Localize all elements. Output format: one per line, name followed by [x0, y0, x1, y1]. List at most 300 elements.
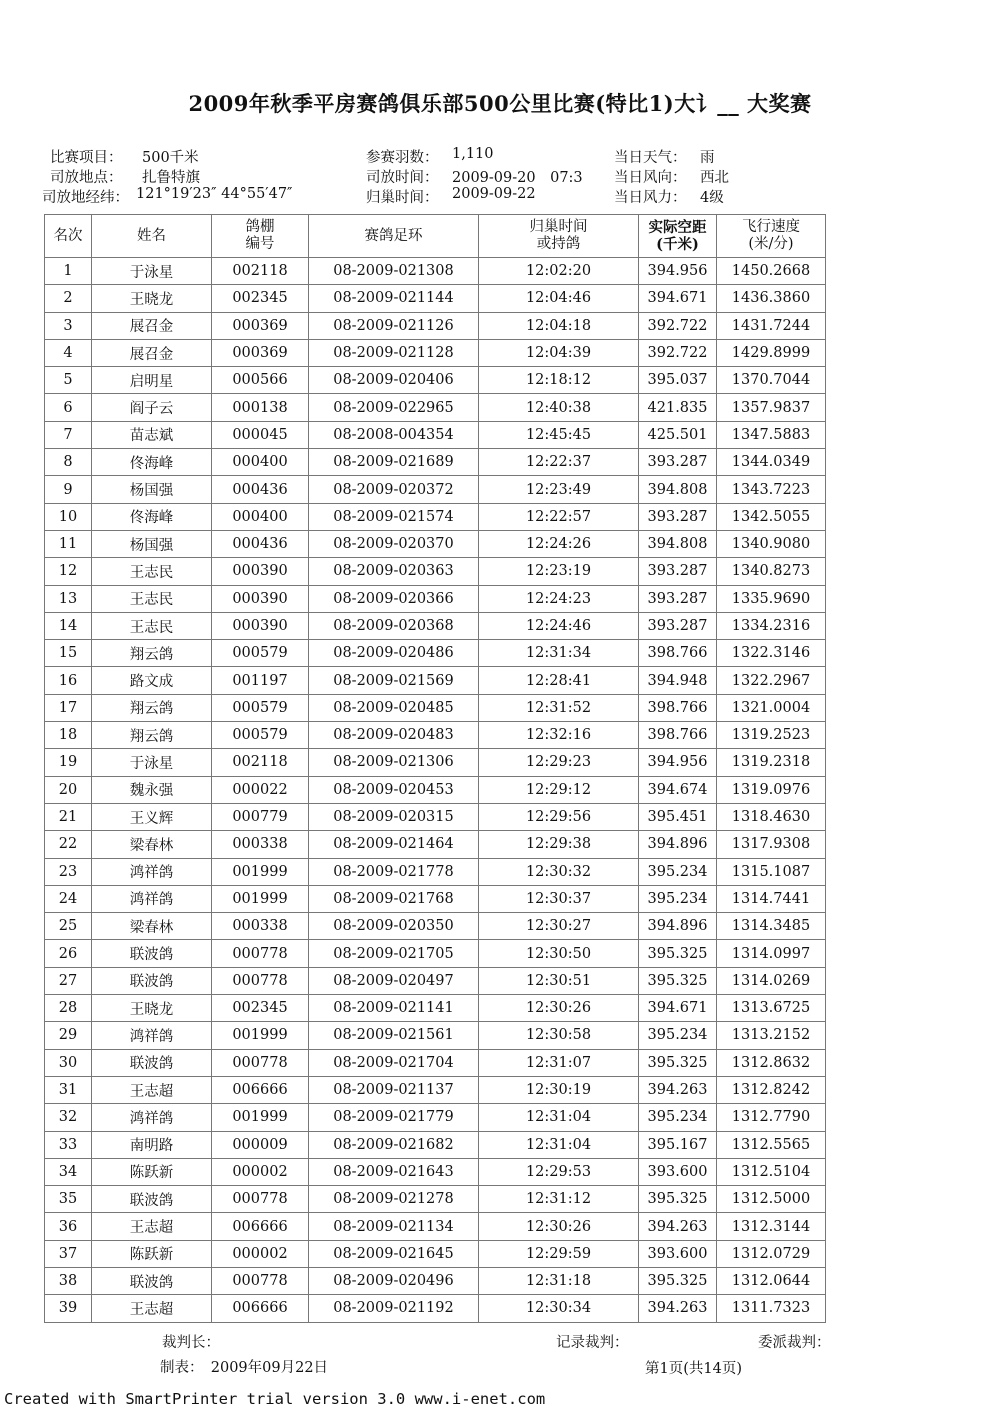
time-cell: 12:02:20: [479, 258, 639, 285]
page-title: 2009年秋季平房赛鸽俱乐部500公里比赛(特比1)大讠__ 大奖赛: [188, 91, 812, 116]
ring-cell: 08-2009-020315: [309, 803, 479, 830]
table-row: [45, 558, 826, 585]
name-cell: 王志超: [92, 1295, 212, 1322]
ring-cell: 08-2009-021141: [309, 995, 479, 1022]
speed-cell: 1312.5565: [717, 1131, 826, 1158]
loft-cell: 000045: [212, 421, 309, 448]
time-cell: 12:29:38: [479, 831, 639, 858]
distance-cell: 392.722: [639, 312, 717, 339]
page-indicator: 第1页(共14页): [645, 1361, 742, 1377]
speed-cell: 1319.2523: [717, 722, 826, 749]
loft-cell: 002118: [212, 258, 309, 285]
loft-cell: 000400: [212, 449, 309, 476]
table-row: [45, 858, 826, 885]
speed-cell: 1436.3860: [717, 285, 826, 312]
name-cell: 陈跃新: [92, 1158, 212, 1185]
ring-cell: 08-2009-020406: [309, 367, 479, 394]
ring-cell: 08-2009-021705: [309, 940, 479, 967]
rank-cell: 29: [45, 1022, 92, 1049]
rank-cell: 15: [45, 640, 92, 667]
rank-cell: 12: [45, 558, 92, 585]
return-label: 归巢时间：: [366, 190, 439, 206]
table-row: [45, 967, 826, 994]
speed-cell: 1312.7790: [717, 1104, 826, 1131]
speed-cell: 1314.0997: [717, 940, 826, 967]
rank-cell: 21: [45, 803, 92, 830]
time-cell: 12:29:56: [479, 803, 639, 830]
distance-cell: 394.263: [639, 1076, 717, 1103]
loft-cell: 000338: [212, 831, 309, 858]
ring-cell: 08-2009-021574: [309, 503, 479, 530]
time-cell: 12:24:23: [479, 585, 639, 612]
loft-cell: 000369: [212, 312, 309, 339]
rank-cell: 31: [45, 1076, 92, 1103]
distance-cell: 395.451: [639, 803, 717, 830]
table-row: [45, 1213, 826, 1240]
name-cell: 王晓龙: [92, 285, 212, 312]
info-row-1: [0, 146, 1000, 168]
speed-cell: 1313.2152: [717, 1022, 826, 1049]
rank-cell: 11: [45, 530, 92, 557]
name-cell: 联波鸽: [92, 967, 212, 994]
loft-cell: 001999: [212, 885, 309, 912]
time-cell: 12:04:46: [479, 285, 639, 312]
ring-cell: 08-2009-020486: [309, 640, 479, 667]
speed-cell: 1340.8273: [717, 558, 826, 585]
time-cell: 12:30:34: [479, 1295, 639, 1322]
loft-cell: 000436: [212, 530, 309, 557]
speed-cell: 1318.4630: [717, 803, 826, 830]
header-distance: 实际空距 (千米): [639, 215, 717, 258]
table-row: [45, 667, 826, 694]
name-cell: 魏永强: [92, 776, 212, 803]
name-cell: 南明路: [92, 1131, 212, 1158]
ring-cell: 08-2009-021704: [309, 1049, 479, 1076]
time-cell: 12:31:07: [479, 1049, 639, 1076]
name-cell: 翔云鸽: [92, 722, 212, 749]
coord-label: 司放地经纬：: [42, 190, 129, 206]
time-cell: 12:40:38: [479, 394, 639, 421]
time-cell: 12:29:59: [479, 1240, 639, 1267]
distance-cell: 394.674: [639, 776, 717, 803]
name-cell: 翔云鸽: [92, 640, 212, 667]
speed-cell: 1312.5104: [717, 1158, 826, 1185]
speed-cell: 1312.3144: [717, 1213, 826, 1240]
wind-force-value: 4级: [700, 190, 724, 206]
table-row: [45, 1158, 826, 1185]
weather-value: 雨: [700, 150, 715, 166]
ring-cell: 08-2009-021464: [309, 831, 479, 858]
table-row: [45, 803, 826, 830]
time-cell: 12:28:41: [479, 667, 639, 694]
ring-cell: 08-2009-020485: [309, 694, 479, 721]
name-cell: 佟海峰: [92, 449, 212, 476]
ring-cell: 08-2009-021561: [309, 1022, 479, 1049]
header-rank: 名次: [45, 215, 92, 258]
time-cell: 12:24:26: [479, 530, 639, 557]
distance-cell: 394.808: [639, 530, 717, 557]
ring-cell: 08-2009-020483: [309, 722, 479, 749]
loft-cell: 000779: [212, 803, 309, 830]
loft-cell: 000579: [212, 722, 309, 749]
ring-cell: 08-2009-021128: [309, 339, 479, 366]
speed-cell: 1334.2316: [717, 612, 826, 639]
distance-cell: 392.722: [639, 339, 717, 366]
time-cell: 12:30:58: [479, 1022, 639, 1049]
speed-cell: 1313.6725: [717, 995, 826, 1022]
name-cell: 于泳星: [92, 258, 212, 285]
item-value: 500千米: [142, 150, 199, 166]
table-row: [45, 1131, 826, 1158]
ring-cell: 08-2009-021643: [309, 1158, 479, 1185]
time-cell: 12:31:52: [479, 694, 639, 721]
rank-cell: 22: [45, 831, 92, 858]
speed-cell: 1321.0004: [717, 694, 826, 721]
rank-cell: 4: [45, 339, 92, 366]
count-value: 1,110: [452, 146, 494, 162]
loft-cell: 002345: [212, 285, 309, 312]
coord-value: 121°19′23″ 44°55′47″: [136, 186, 293, 202]
rank-cell: 17: [45, 694, 92, 721]
table-row: [45, 885, 826, 912]
loft-cell: 000778: [212, 1049, 309, 1076]
loft-cell: 002345: [212, 995, 309, 1022]
table-row: [45, 285, 826, 312]
speed-cell: 1450.2668: [717, 258, 826, 285]
name-cell: 梁春林: [92, 831, 212, 858]
ring-cell: 08-2009-021682: [309, 1131, 479, 1158]
table-row: [45, 394, 826, 421]
speed-cell: 1340.9080: [717, 530, 826, 557]
name-cell: 联波鸽: [92, 940, 212, 967]
ring-cell: 08-2009-021137: [309, 1076, 479, 1103]
ring-cell: 08-2009-021306: [309, 749, 479, 776]
name-cell: 王志超: [92, 1213, 212, 1240]
distance-cell: 394.263: [639, 1213, 717, 1240]
ring-cell: 08-2009-020453: [309, 776, 479, 803]
loft-cell: 000778: [212, 940, 309, 967]
rank-cell: 26: [45, 940, 92, 967]
speed-cell: 1315.1087: [717, 858, 826, 885]
table-row: [45, 995, 826, 1022]
loft-cell: 006666: [212, 1295, 309, 1322]
time-cell: 12:31:18: [479, 1267, 639, 1294]
ring-cell: 08-2009-020370: [309, 530, 479, 557]
ring-cell: 08-2009-021778: [309, 858, 479, 885]
distance-cell: 395.234: [639, 1022, 717, 1049]
table-row: [45, 913, 826, 940]
distance-cell: 394.671: [639, 995, 717, 1022]
loft-cell: 000022: [212, 776, 309, 803]
ring-cell: 08-2009-021144: [309, 285, 479, 312]
name-cell: 展召金: [92, 339, 212, 366]
rank-cell: 5: [45, 367, 92, 394]
results-table: [44, 214, 826, 1323]
return-value: 2009-09-22: [452, 186, 536, 202]
rank-cell: 30: [45, 1049, 92, 1076]
ring-cell: 08-2009-021134: [309, 1213, 479, 1240]
loft-cell: 006666: [212, 1213, 309, 1240]
rank-cell: 34: [45, 1158, 92, 1185]
name-cell: 鸿祥鸽: [92, 1022, 212, 1049]
name-cell: 联波鸽: [92, 1186, 212, 1213]
distance-cell: 394.896: [639, 913, 717, 940]
trial-watermark: Created with SmartPrinter trial version 3.0 www.i-enet.com: [4, 1390, 546, 1408]
header-return-time: 归巢时间 或持鸽: [479, 215, 639, 258]
speed-cell: 1314.7441: [717, 885, 826, 912]
time-cell: 12:22:37: [479, 449, 639, 476]
time-cell: 12:23:49: [479, 476, 639, 503]
place-value: 扎鲁特旗: [142, 170, 200, 186]
ring-cell: 08-2009-021645: [309, 1240, 479, 1267]
loft-cell: 000390: [212, 612, 309, 639]
time-cell: 12:30:37: [479, 885, 639, 912]
time-cell: 12:30:32: [479, 858, 639, 885]
table-row: [45, 503, 826, 530]
rank-cell: 28: [45, 995, 92, 1022]
speed-cell: 1357.9837: [717, 394, 826, 421]
ring-cell: 08-2009-021779: [309, 1104, 479, 1131]
rank-cell: 36: [45, 1213, 92, 1240]
place-label: 司放地点：: [50, 170, 123, 186]
loft-cell: 000390: [212, 558, 309, 585]
table-row: [45, 530, 826, 557]
table-row: [45, 1186, 826, 1213]
release-value: 2009-09-20 07:3: [452, 170, 583, 186]
distance-cell: 394.263: [639, 1295, 717, 1322]
speed-cell: 1314.3485: [717, 913, 826, 940]
loft-cell: 000778: [212, 1186, 309, 1213]
rank-cell: 18: [45, 722, 92, 749]
speed-cell: 1319.0976: [717, 776, 826, 803]
table-row: [45, 1240, 826, 1267]
ring-cell: 08-2009-020350: [309, 913, 479, 940]
time-cell: 12:29:12: [479, 776, 639, 803]
table-row: [45, 940, 826, 967]
time-cell: 12:45:45: [479, 421, 639, 448]
time-cell: 12:31:04: [479, 1131, 639, 1158]
rank-cell: 39: [45, 1295, 92, 1322]
rank-cell: 35: [45, 1186, 92, 1213]
loft-cell: 001999: [212, 858, 309, 885]
name-cell: 于泳星: [92, 749, 212, 776]
name-cell: 佟海峰: [92, 503, 212, 530]
loft-cell: 000009: [212, 1131, 309, 1158]
distance-cell: 393.287: [639, 585, 717, 612]
loft-cell: 000400: [212, 503, 309, 530]
speed-cell: 1335.9690: [717, 585, 826, 612]
speed-cell: 1312.8242: [717, 1076, 826, 1103]
name-cell: 杨国强: [92, 530, 212, 557]
rank-cell: 13: [45, 585, 92, 612]
time-cell: 12:30:19: [479, 1076, 639, 1103]
rank-cell: 32: [45, 1104, 92, 1131]
name-cell: 展召金: [92, 312, 212, 339]
time-cell: 12:32:16: [479, 722, 639, 749]
speed-cell: 1342.5055: [717, 503, 826, 530]
table-row: [45, 612, 826, 639]
name-cell: 王志民: [92, 585, 212, 612]
distance-cell: 393.287: [639, 612, 717, 639]
loft-cell: 002118: [212, 749, 309, 776]
name-cell: 路文成: [92, 667, 212, 694]
weather-label: 当日天气：: [614, 150, 687, 166]
rank-cell: 38: [45, 1267, 92, 1294]
rank-cell: 37: [45, 1240, 92, 1267]
time-cell: 12:24:46: [479, 612, 639, 639]
time-cell: 12:23:19: [479, 558, 639, 585]
distance-cell: 395.167: [639, 1131, 717, 1158]
rank-cell: 16: [45, 667, 92, 694]
count-label: 参赛羽数：: [366, 150, 439, 166]
table-row: [45, 367, 826, 394]
time-cell: 12:30:51: [479, 967, 639, 994]
table-row: [45, 1049, 826, 1076]
table-row: [45, 722, 826, 749]
recorder-label: 记录裁判：: [556, 1335, 629, 1351]
distance-cell: 393.600: [639, 1158, 717, 1185]
name-cell: 苗志斌: [92, 421, 212, 448]
loft-cell: 000778: [212, 1267, 309, 1294]
rank-cell: 20: [45, 776, 92, 803]
time-cell: 12:31:34: [479, 640, 639, 667]
table-row: [45, 1104, 826, 1131]
loft-cell: 000138: [212, 394, 309, 421]
speed-cell: 1429.8999: [717, 339, 826, 366]
time-cell: 12:31:04: [479, 1104, 639, 1131]
distance-cell: 425.501: [639, 421, 717, 448]
ring-cell: 08-2009-020366: [309, 585, 479, 612]
rank-cell: 7: [45, 421, 92, 448]
item-label: 比赛项目：: [50, 150, 123, 166]
ring-cell: 08-2009-020496: [309, 1267, 479, 1294]
rank-cell: 1: [45, 258, 92, 285]
loft-cell: 000778: [212, 967, 309, 994]
time-cell: 12:30:26: [479, 1213, 639, 1240]
rank-cell: 33: [45, 1131, 92, 1158]
name-cell: 梁春林: [92, 913, 212, 940]
ring-cell: 08-2009-020368: [309, 612, 479, 639]
table-header-row: [45, 215, 826, 258]
distance-cell: 395.234: [639, 858, 717, 885]
time-cell: 12:22:57: [479, 503, 639, 530]
rank-cell: 2: [45, 285, 92, 312]
rank-cell: 14: [45, 612, 92, 639]
name-cell: 阎子云: [92, 394, 212, 421]
release-label: 司放时间：: [366, 170, 439, 186]
distance-cell: 395.325: [639, 1186, 717, 1213]
ring-cell: 08-2009-021278: [309, 1186, 479, 1213]
name-cell: 翔云鸽: [92, 694, 212, 721]
table-row: [45, 1076, 826, 1103]
distance-cell: 393.600: [639, 1240, 717, 1267]
name-cell: 启明星: [92, 367, 212, 394]
speed-cell: 1322.2967: [717, 667, 826, 694]
ring-cell: 08-2009-021689: [309, 449, 479, 476]
distance-cell: 421.835: [639, 394, 717, 421]
ring-cell: 08-2008-004354: [309, 421, 479, 448]
speed-cell: 1312.0729: [717, 1240, 826, 1267]
distance-cell: 395.234: [639, 1104, 717, 1131]
distance-cell: 395.325: [639, 940, 717, 967]
ring-cell: 08-2009-021126: [309, 312, 479, 339]
rank-cell: 10: [45, 503, 92, 530]
rank-cell: 24: [45, 885, 92, 912]
rank-cell: 6: [45, 394, 92, 421]
name-cell: 王晓龙: [92, 995, 212, 1022]
wind-force-label: 当日风力：: [614, 190, 687, 206]
loft-cell: 000369: [212, 339, 309, 366]
distance-cell: 395.325: [639, 1049, 717, 1076]
table-row: [45, 640, 826, 667]
time-cell: 12:30:50: [479, 940, 639, 967]
distance-cell: 394.671: [639, 285, 717, 312]
distance-cell: 394.948: [639, 667, 717, 694]
speed-cell: 1317.9308: [717, 831, 826, 858]
ring-cell: 08-2009-020363: [309, 558, 479, 585]
time-cell: 12:31:12: [479, 1186, 639, 1213]
distance-cell: 395.325: [639, 1267, 717, 1294]
name-cell: 鸿祥鸽: [92, 858, 212, 885]
distance-cell: 395.037: [639, 367, 717, 394]
header-speed: 飞行速度 (米/分): [717, 215, 826, 258]
distance-cell: 394.896: [639, 831, 717, 858]
time-cell: 12:29:53: [479, 1158, 639, 1185]
name-cell: 杨国强: [92, 476, 212, 503]
rank-cell: 23: [45, 858, 92, 885]
header-ring: 赛鸽足环: [309, 215, 479, 258]
speed-cell: 1370.7044: [717, 367, 826, 394]
rank-cell: 8: [45, 449, 92, 476]
ring-cell: 08-2009-022965: [309, 394, 479, 421]
rank-cell: 27: [45, 967, 92, 994]
distance-cell: 398.766: [639, 640, 717, 667]
loft-cell: 001999: [212, 1022, 309, 1049]
distance-cell: 395.234: [639, 885, 717, 912]
made-date: 制表： 2009年09月22日: [160, 1360, 329, 1376]
ring-cell: 08-2009-021192: [309, 1295, 479, 1322]
time-cell: 12:04:39: [479, 339, 639, 366]
time-cell: 12:30:26: [479, 995, 639, 1022]
name-cell: 陈跃新: [92, 1240, 212, 1267]
distance-cell: 393.287: [639, 449, 717, 476]
distance-cell: 398.766: [639, 694, 717, 721]
name-cell: 鸿祥鸽: [92, 1104, 212, 1131]
info-row-3: [0, 186, 1000, 208]
loft-cell: 000338: [212, 913, 309, 940]
speed-cell: 1347.5883: [717, 421, 826, 448]
distance-cell: 394.956: [639, 258, 717, 285]
wind-dir-value: 西北: [700, 170, 729, 186]
rank-cell: 19: [45, 749, 92, 776]
loft-cell: 000579: [212, 640, 309, 667]
speed-cell: 1344.0349: [717, 449, 826, 476]
table-row: [45, 476, 826, 503]
distance-cell: 393.287: [639, 503, 717, 530]
time-cell: 12:30:27: [479, 913, 639, 940]
table-row: [45, 449, 826, 476]
time-cell: 12:04:18: [479, 312, 639, 339]
name-cell: 王志民: [92, 558, 212, 585]
name-cell: 联波鸽: [92, 1049, 212, 1076]
table-row: [45, 258, 826, 285]
speed-cell: 1322.3146: [717, 640, 826, 667]
distance-cell: 393.287: [639, 558, 717, 585]
referee-chief-label: 裁判长：: [162, 1335, 220, 1351]
speed-cell: 1312.8632: [717, 1049, 826, 1076]
assigned-referee-label: 委派裁判：: [758, 1335, 831, 1351]
name-cell: 联波鸽: [92, 1267, 212, 1294]
